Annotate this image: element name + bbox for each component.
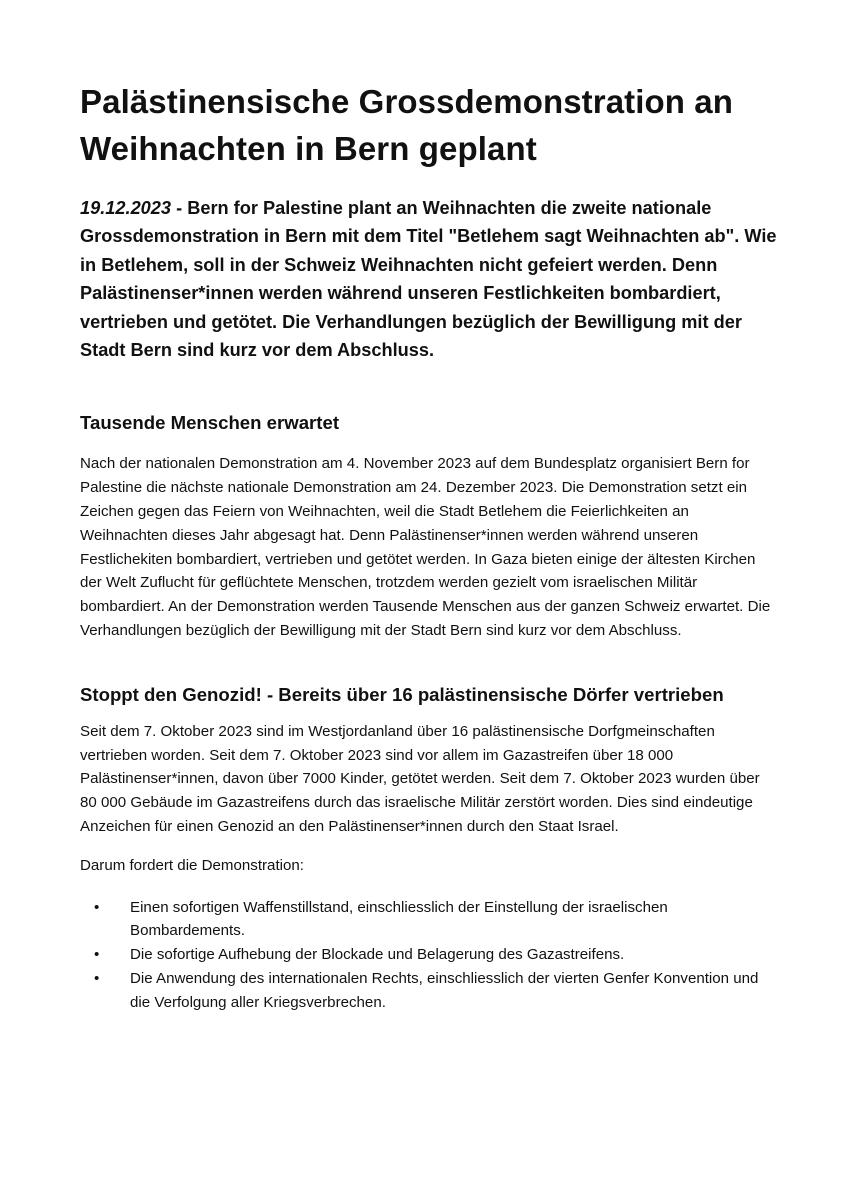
demands-intro: Darum fordert die Demonstration: [80, 856, 304, 874]
lead-paragraph [80, 194, 780, 364]
bullet-icon: • [94, 969, 100, 987]
list-item [80, 896, 780, 944]
bullet-icon: • [94, 946, 100, 964]
list-item [80, 943, 780, 967]
demand-text: Die Anwendung des internationalen Rechts, einschliesslich der vierten Genfer Konvention und die Verfolgung aller Kriegsverbrechen. [130, 969, 759, 1011]
section-heading-expected-crowd: Tausende Menschen erwartet [80, 412, 340, 434]
bullet-icon: • [94, 898, 100, 916]
demand-text: Einen sofortigen Waffenstillstand, einschliesslich der Einstellung der israelischen Bombardements. [130, 898, 668, 940]
section-paragraph-expected-crowd: Nach der nationalen Demonstration am 4. November 2023 auf dem Bundesplatz organisiert Bern for Palestine die nächste nationale Demonstration am 24. Dezember 2023. Die Demonstration setzt ein Zeichen gegen das Feiern von Weihnachten, weil die Stadt Betlehem die Feierlichkeiten an Weihnachten dieses Jahr abgesagt hat. Denn Palästinenser*innen werden während unseren Festlichekiten bombardiert, vertrieben und getötet werden. In Gaza bieten einige der ältesten Kirchen der Welt Zuflucht für geflüchtete Menschen, trotzdem werden gezielt vom israelischen Militär bombardiert. An der Demonstration werden Tausende Menschen aus der ganzen Schweiz erwartet. Die Verhandlungen bezüglich der Bewilligung mit der Stadt Bern sind kurz vor dem Abschluss. [80, 455, 771, 640]
section-heading-genocide: Stoppt den Genozid! - Bereits über 16 palästinensische Dörfer vertrieben [80, 683, 724, 705]
demand-text: Die sofortige Aufhebung der Blockade und Belagerung des Gazastreifens. [130, 946, 625, 964]
lead-date: 19.12.2023 [80, 198, 172, 218]
lead-text: - Bern for Palestine plant an Weihnachten die zweite nationale Grossdemonstration in Bern mit dem Titel "Betlehem sagt Weihnachten ab". Wie in Betlehem, soll in der Schweiz Weihnachten nicht gefeiert werden. Denn Palästinenser*innen werden während unseren Festlichkeiten bombardiert, vertrieben und getötet. Die Verhandlungen bezüglich der Bewilligung mit der Stadt Bern sind kurz vor dem Abschluss. [80, 198, 777, 361]
section-paragraph-genocide: Seit dem 7. Oktober 2023 sind im Westjordanland über 16 palästinensische Dorfgmeinschaften vertrieben worden. Seit dem 7. Oktober 2023 sind vor allem im Gazastreifen über 18 000 Palästinenser*innen, davon über 7000 Kinder, getötet werden. Seit dem 7. Oktober 2023 wurden über 80 000 Gebäude im Gazastreifens durch das israelische Militär zerstört worden. Dies sind eindeutige Anzeichen für einen Genozid an den Palästinenser*innen durch den Staat Israel. [80, 722, 760, 835]
list-item [80, 967, 780, 1015]
document-page [80, 78, 780, 1015]
demands-list [80, 896, 780, 1015]
document-title: Palästinensische Grossdemonstration an Weihnachten in Bern geplant [80, 83, 734, 167]
